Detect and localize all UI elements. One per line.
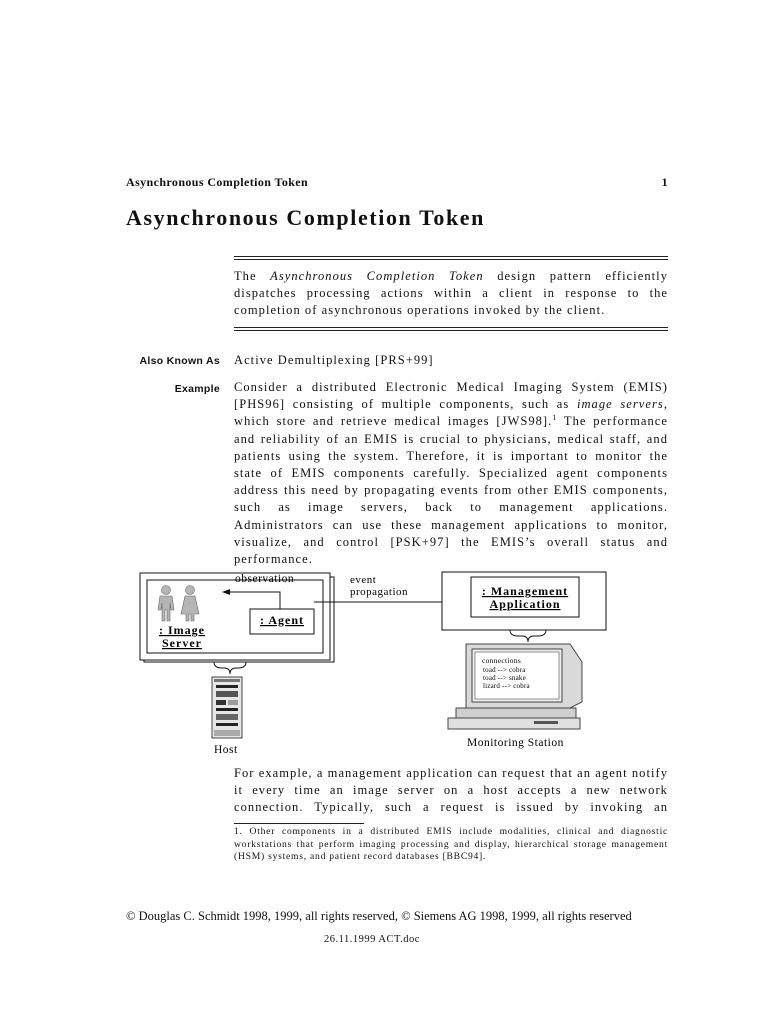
example-text-a: Consider a distributed Electronic Medical Imaging System (EMIS) [PHS96] consisting of multiple components, such as <box>234 380 668 412</box>
monitoring-station-label: Monitoring Station <box>467 737 564 749</box>
example-italic-term: image servers <box>576 397 664 412</box>
intent-text-b: design pattern efficiently dispatches processing actions within a client in response to the completion of asynchronous operations invoked by the client. <box>234 269 669 318</box>
screen-line-2: toad --> snake <box>483 674 526 682</box>
example-label: Example <box>174 383 220 395</box>
document-info: 26.11.1999 ACT.doc <box>324 934 420 945</box>
footnote-rule <box>234 823 364 824</box>
event-label-2: propagation <box>350 586 409 598</box>
running-header <box>126 175 668 190</box>
running-header-title: Asynchronous Completion Token <box>126 175 309 189</box>
example-paragraph-1 <box>234 379 668 568</box>
management-label-2: Application <box>489 597 561 611</box>
image-server-label-1: : Image <box>159 623 205 637</box>
example-text-c: The performance and reliability of an EMIS is crucial to physicians, medical staff, and patients using the system. Therefore, it is important to monitor the state of EMIS components carefully. Specialized agent components address this need by propagating events from other EMIS components, such as image servers, back to management applications. Administrators can use these management applications to monitor, visualize, and control [PSK+97] the EMIS’s overall status and performance. <box>234 414 668 567</box>
intent-rule-top-2 <box>234 259 668 260</box>
intent-text-a: The <box>234 269 271 283</box>
example-text-b: , which store and retrieve medical images [JWS98]. <box>234 397 668 429</box>
footnote: 1. Other components in a distributed EMIS include modalities, clinical and diagnostic workstations that perform imaging processing and display, hierarchical storage management (HSM) systems, and patient record databases [BBC94]. <box>234 826 668 863</box>
management-brace <box>510 630 546 642</box>
emis-figure <box>130 566 610 760</box>
intent-rule-top-1 <box>234 256 668 257</box>
screen-line-3: lizard --> cobra <box>483 682 530 690</box>
intent-rule-bottom-1 <box>234 327 668 328</box>
intent-rule-bottom-2 <box>234 330 668 331</box>
intent-paragraph <box>234 268 668 320</box>
management-label-1: : Management <box>481 584 569 598</box>
example-paragraph-2: For example, a management application can request that an agent notify it every time an image server on a host accepts a new network connection. Typically, such a request is issued by invoking an <box>234 766 668 815</box>
also-known-as-label: Also Known As <box>139 355 220 367</box>
agent-label: : Agent <box>260 613 304 627</box>
footnote-ref: 1 <box>552 413 558 423</box>
intent-pattern-name: Asynchronous Completion Token <box>270 269 484 283</box>
observation-label: observation <box>235 573 295 585</box>
image-server-brace <box>214 662 246 674</box>
event-label-1: event <box>350 574 377 586</box>
image-server-label-2: Server <box>162 636 202 650</box>
host-label: Host <box>214 744 238 756</box>
copyright-notice: © Douglas C. Schmidt 1998, 1999, all rights reserved, © Siemens AG 1998, 1999, all rights reserved <box>126 909 632 923</box>
page-title: Asynchronous Completion Token <box>126 205 485 230</box>
also-known-as-text: Active Demultiplexing [PRS+99] <box>234 353 434 367</box>
screen-line-connections: connections <box>482 656 522 665</box>
server-tower-icon <box>212 677 242 738</box>
page-number: 1 <box>661 175 668 189</box>
screen-line-1: toad --> cobra <box>483 666 526 674</box>
